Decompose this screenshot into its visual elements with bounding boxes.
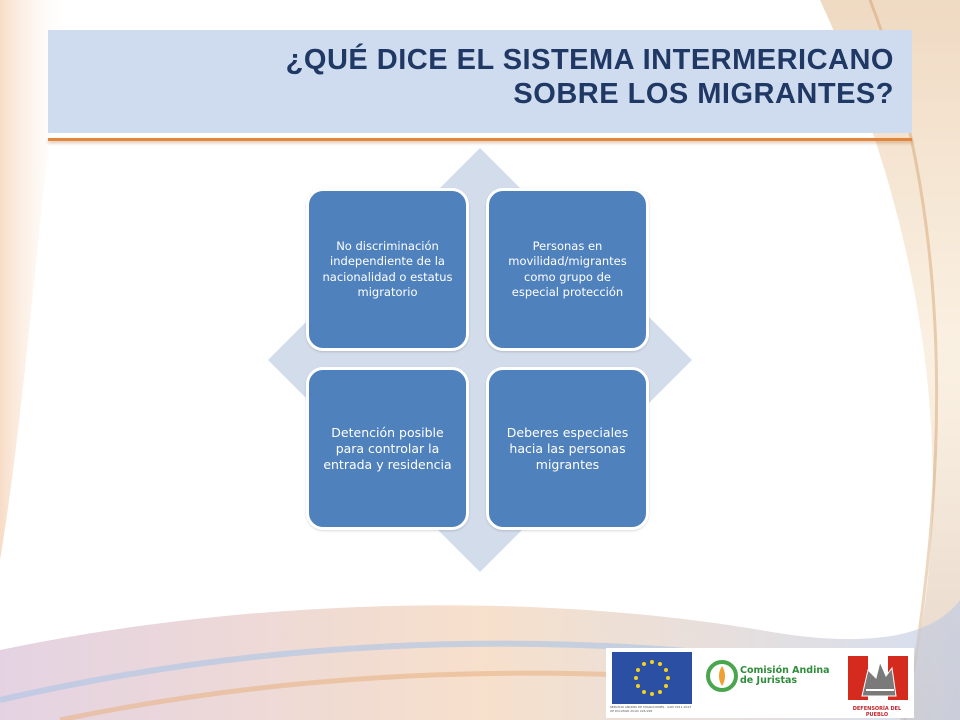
- defensoria-name: DEFENSORÍA DEL PUEBLO: [852, 706, 902, 718]
- quadrant-text: Deberes especiales hacia las personas migrantes: [506, 424, 629, 472]
- quadrant-no-discriminacion: [306, 188, 469, 351]
- quadrant-text: Detención posible para controlar la entrada y residencia: [323, 424, 452, 472]
- quadrant-especial-proteccion: [486, 188, 649, 351]
- title-underline: [48, 138, 912, 141]
- quadrant-deberes-especiales: [486, 367, 649, 530]
- eu-flag-icon: [612, 652, 692, 704]
- eu-caption: SERVICIO ANDINO DE MIGRACIONES - SAM 2011-2013 UE DCI-MIGR 2010/ 226-995: [610, 705, 692, 713]
- slide-title: ¿QUÉ DICE EL SISTEMA INTERMERICANO SOBRE LOS MIGRANTES?: [285, 44, 894, 110]
- matrix-diagram: [260, 148, 700, 572]
- quadrant-text: No discriminación independiente de la nacionalidad o estatus migratorio: [322, 238, 453, 299]
- defensoria-logo-icon: [846, 652, 910, 704]
- sponsor-logos: [606, 648, 914, 718]
- quadrant-text: Personas en movilidad/migrantes como grupo de especial protección: [508, 238, 627, 299]
- quadrant-detencion: [306, 367, 469, 530]
- title-banner: [48, 30, 912, 133]
- comision-andina-logo-icon: [706, 660, 738, 692]
- comision-andina-name: Comisión Andina de Juristas: [740, 665, 830, 686]
